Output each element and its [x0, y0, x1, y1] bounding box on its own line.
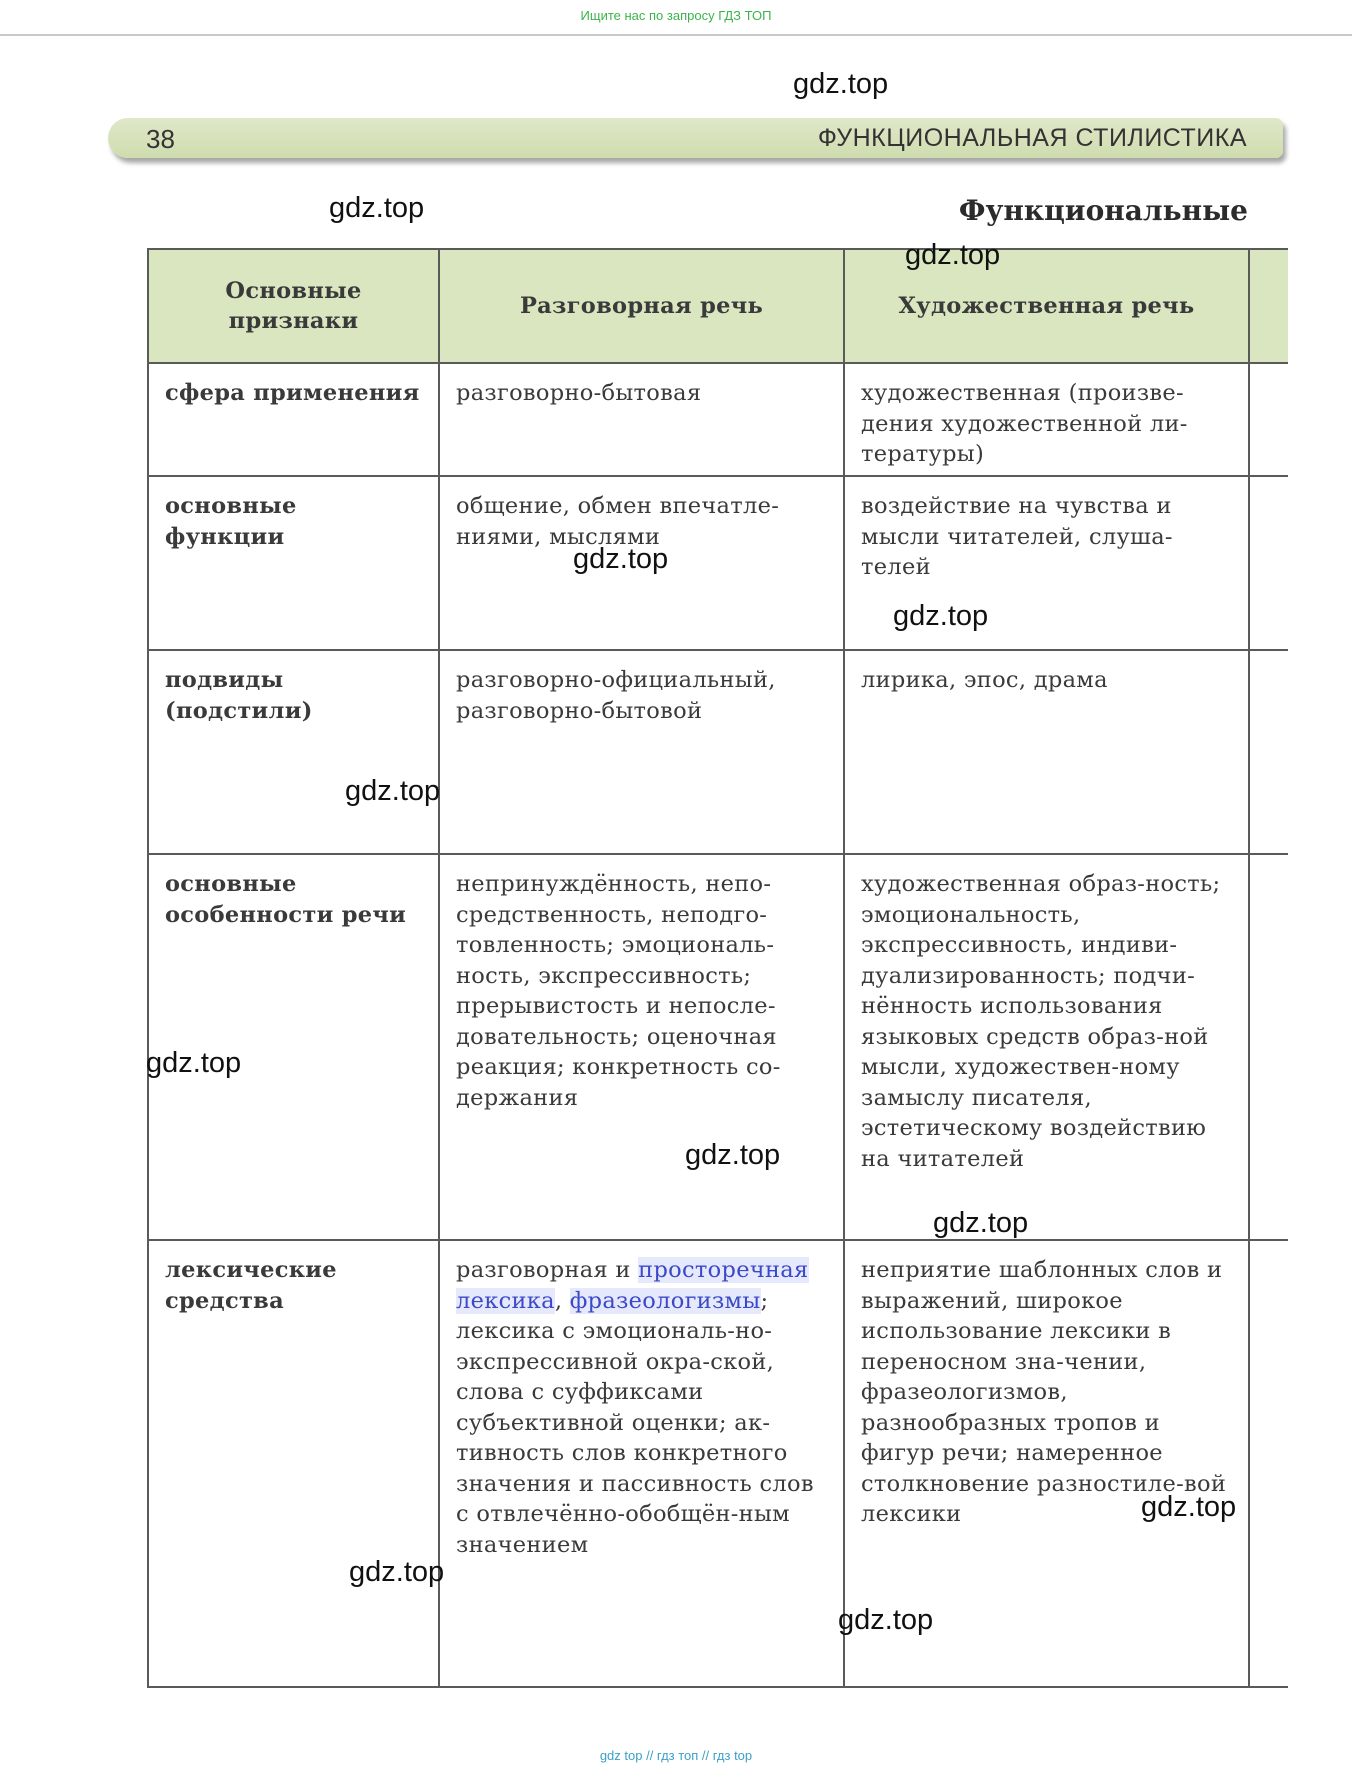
- cell-text: разговорная и: [456, 1257, 639, 1283]
- row-label: лексические средства: [148, 1240, 439, 1687]
- row-label: сфера применения: [148, 363, 439, 476]
- watermark: gdz.top: [793, 68, 889, 100]
- table-row: [148, 363, 1288, 476]
- watermark: gdz.top: [345, 775, 441, 807]
- table-heading: Функциональные: [958, 194, 1248, 227]
- phraseologisms-link[interactable]: фразеологизмы: [569, 1287, 761, 1314]
- column-header-colloquial: Разговорная речь: [439, 249, 844, 363]
- column-header-features: Основные признаки: [148, 249, 439, 363]
- prostorechnaya-lexika-link[interactable]: просторечная лексика: [456, 1257, 809, 1314]
- cell-artistic: художественная (произве-дения художественной ли-тературы): [844, 363, 1249, 476]
- watermark: gdz.top: [838, 1604, 934, 1636]
- row-label: основные особенности речи: [148, 854, 439, 1240]
- section-title: ФУНКЦИОНАЛЬНАЯ СТИЛИСТИКА: [817, 124, 1247, 152]
- watermark: gdz.top: [1141, 1491, 1237, 1523]
- top-banner-text: Ищите нас по запросу ГДЗ ТОП: [580, 8, 772, 23]
- page-number: 38: [146, 124, 175, 154]
- column-header-artistic: Художественная речь: [844, 249, 1249, 363]
- table-row: [148, 476, 1288, 650]
- table-header-row: [148, 249, 1288, 363]
- cell-artistic: воздействие на чувства и мысли читателей, слуша-телей: [844, 476, 1249, 650]
- column-header-cut: [1249, 249, 1288, 363]
- cell-colloquial: [439, 1240, 844, 1687]
- footer-text: gdz top // гдз топ // гдз top: [599, 1748, 753, 1763]
- watermark: gdz.top: [329, 192, 425, 224]
- cell-colloquial: непринуждённость, непо-средственность, неподго-товленность; эмоциональ-ность, экспрессивность; прерывистость и непосле-довательность; оценочная реакция; конкретность со-держания: [439, 854, 844, 1240]
- row-label: подвиды (подстили): [148, 650, 439, 854]
- watermark: gdz.top: [685, 1139, 781, 1171]
- cell-colloquial: общение, обмен впечатле-ниями, мыслями: [439, 476, 844, 650]
- cell-artistic: лирика, эпос, драма: [844, 650, 1249, 854]
- top-banner: [0, 0, 1352, 36]
- watermark: gdz.top: [146, 1047, 242, 1079]
- watermark: gdz.top: [349, 1556, 445, 1588]
- watermark: gdz.top: [893, 600, 989, 632]
- table-row: [148, 854, 1288, 1240]
- watermark: gdz.top: [933, 1207, 1029, 1239]
- functional-styles-table: [147, 248, 1288, 1688]
- cell-text: ,: [554, 1287, 570, 1314]
- cell-colloquial: разговорно-официальный, разговорно-бытовой: [439, 650, 844, 854]
- row-label: основные функции: [148, 476, 439, 650]
- watermark: gdz.top: [573, 543, 669, 575]
- cell-artistic: неприятие шаблонных слов и выражений, широкое использование лексики в переносном зна-чении, фразеологизмов, разнообразных тропов и фигур речи; намеренное столкновение разностиле-вой лексики: [844, 1240, 1249, 1687]
- cell-artistic: художественная образ-ность; эмоциональность, экспрессивность, индиви-дуализированность; подчи-нённость использования языковых средств образ-ной мысли, художествен-ному замыслу писателя, эстетическому воздействию на читателей: [844, 854, 1249, 1240]
- cell-colloquial: разговорно-бытовая: [439, 363, 844, 476]
- table-row: [148, 1240, 1288, 1687]
- watermark: gdz.top: [905, 239, 1001, 271]
- cell-text: ; лексика с эмоциональ-но-экспрессивной окра-ской, слова с суффиксами субъективной оценки; ак-тивность слов конкретного значения и пассивность слов с отвлечённо-обобщён-ным значением: [456, 1287, 814, 1558]
- table-row: [148, 650, 1288, 854]
